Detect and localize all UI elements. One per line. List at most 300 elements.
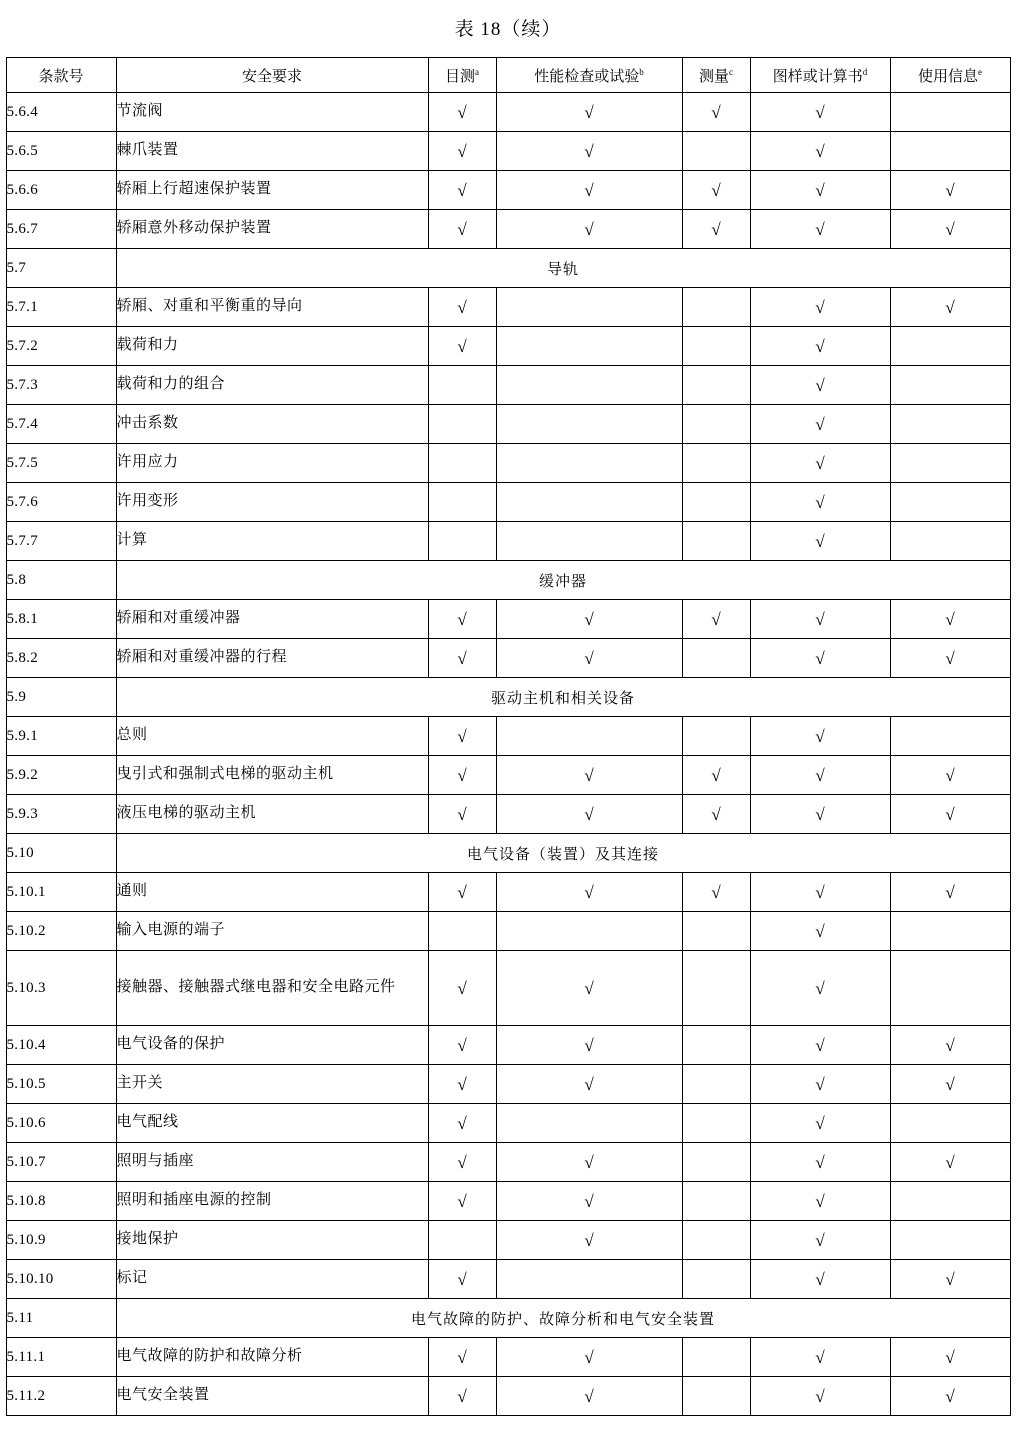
measurement-mark-cell: [682, 795, 750, 834]
usage-info-mark-cell: [890, 1065, 1010, 1104]
section-title-cell: 缓冲器: [116, 561, 1010, 600]
check-icon: √: [457, 102, 467, 122]
drawing-mark-cell: [750, 210, 890, 249]
clause-number-cell: 5.8: [6, 561, 116, 600]
measurement-mark-cell: [682, 1221, 750, 1260]
performance-mark-cell: [496, 210, 682, 249]
table-row: [6, 366, 1010, 405]
table-row: [6, 132, 1010, 171]
clause-number-cell: 5.10.3: [6, 951, 116, 1026]
check-icon: √: [457, 804, 467, 824]
check-icon: √: [584, 219, 594, 239]
section-title-cell: 导轨: [116, 249, 1010, 288]
check-icon: √: [945, 609, 955, 629]
requirement-cell: 棘爪装置: [116, 132, 428, 171]
check-icon: √: [457, 297, 467, 317]
clause-number-cell: 5.8.1: [6, 600, 116, 639]
visual-mark-cell: [428, 1104, 496, 1143]
clause-number-cell: 5.6.6: [6, 171, 116, 210]
drawing-mark-cell: [750, 444, 890, 483]
visual-mark-cell: [428, 1221, 496, 1260]
usage-info-mark-cell: [890, 444, 1010, 483]
check-icon: √: [815, 804, 825, 824]
measurement-mark-cell: [682, 1260, 750, 1299]
visual-mark-cell: [428, 717, 496, 756]
table-row: [6, 93, 1010, 132]
check-icon: √: [815, 648, 825, 668]
drawing-mark-cell: [750, 288, 890, 327]
table-section-row: [6, 834, 1010, 873]
visual-mark-cell: [428, 444, 496, 483]
usage-info-mark-cell: [890, 1026, 1010, 1065]
requirement-cell: 载荷和力: [116, 327, 428, 366]
check-icon: √: [711, 882, 721, 902]
performance-mark-cell: [496, 1143, 682, 1182]
check-icon: √: [457, 1074, 467, 1094]
requirement-cell: 输入电源的端子: [116, 912, 428, 951]
check-icon: √: [584, 978, 594, 998]
check-icon: √: [584, 1152, 594, 1172]
check-icon: √: [945, 648, 955, 668]
table-row: [6, 1182, 1010, 1221]
check-icon: √: [945, 804, 955, 824]
visual-mark-cell: [428, 912, 496, 951]
table-row: [6, 171, 1010, 210]
measurement-mark-cell: [682, 1065, 750, 1104]
table-body: [6, 93, 1010, 1416]
check-icon: √: [945, 219, 955, 239]
performance-mark-cell: [496, 912, 682, 951]
measurement-mark-cell: [682, 132, 750, 171]
check-icon: √: [945, 1152, 955, 1172]
check-icon: √: [945, 1347, 955, 1367]
table-row: [6, 288, 1010, 327]
table-row: [6, 1221, 1010, 1260]
usage-info-mark-cell: [890, 717, 1010, 756]
performance-mark-cell: [496, 756, 682, 795]
table-header-row: [6, 58, 1010, 93]
table-row: [6, 639, 1010, 678]
check-icon: √: [945, 882, 955, 902]
check-icon: √: [584, 1074, 594, 1094]
drawing-mark-cell: [750, 1104, 890, 1143]
check-icon: √: [457, 882, 467, 902]
check-icon: √: [711, 102, 721, 122]
requirement-cell: 冲击系数: [116, 405, 428, 444]
drawing-mark-cell: [750, 1221, 890, 1260]
drawing-mark-cell: [750, 795, 890, 834]
drawing-mark-cell: [750, 717, 890, 756]
check-icon: √: [584, 609, 594, 629]
drawing-mark-cell: [750, 93, 890, 132]
requirement-cell: 接触器、接触器式继电器和安全电路元件: [116, 951, 428, 1026]
measurement-mark-cell: [682, 717, 750, 756]
clause-number-cell: 5.10.6: [6, 1104, 116, 1143]
requirement-cell: 轿厢、对重和平衡重的导向: [116, 288, 428, 327]
drawing-mark-cell: [750, 522, 890, 561]
clause-number-cell: 5.9: [6, 678, 116, 717]
usage-info-mark-cell: [890, 171, 1010, 210]
table-row: [6, 210, 1010, 249]
usage-info-mark-cell: [890, 1260, 1010, 1299]
visual-mark-cell: [428, 483, 496, 522]
visual-mark-cell: [428, 1143, 496, 1182]
check-icon: √: [945, 1035, 955, 1055]
requirement-cell: 载荷和力的组合: [116, 366, 428, 405]
drawing-mark-cell: [750, 1377, 890, 1416]
requirement-cell: 标记: [116, 1260, 428, 1299]
check-icon: √: [815, 1074, 825, 1094]
performance-mark-cell: [496, 639, 682, 678]
visual-mark-cell: [428, 951, 496, 1026]
check-icon: √: [711, 765, 721, 785]
check-icon: √: [945, 1074, 955, 1094]
requirement-cell: 照明与插座: [116, 1143, 428, 1182]
table-row: [6, 1260, 1010, 1299]
check-icon: √: [945, 765, 955, 785]
requirement-cell: 电气安全装置: [116, 1377, 428, 1416]
requirement-cell: 液压电梯的驱动主机: [116, 795, 428, 834]
drawing-mark-cell: [750, 639, 890, 678]
clause-number-cell: 5.7.2: [6, 327, 116, 366]
performance-mark-cell: [496, 600, 682, 639]
drawing-mark-cell: [750, 483, 890, 522]
visual-mark-cell: [428, 210, 496, 249]
visual-mark-cell: [428, 1260, 496, 1299]
clause-number-cell: 5.9.2: [6, 756, 116, 795]
visual-mark-cell: [428, 171, 496, 210]
check-icon: √: [815, 1152, 825, 1172]
check-icon: √: [711, 804, 721, 824]
check-icon: √: [815, 726, 825, 746]
check-icon: √: [584, 1347, 594, 1367]
clause-number-cell: 5.9.1: [6, 717, 116, 756]
check-icon: √: [815, 180, 825, 200]
visual-mark-cell: [428, 93, 496, 132]
drawing-mark-cell: [750, 600, 890, 639]
measurement-mark-cell: [682, 1182, 750, 1221]
check-icon: √: [584, 102, 594, 122]
requirement-cell: 计算: [116, 522, 428, 561]
performance-mark-cell: [496, 132, 682, 171]
check-icon: √: [584, 882, 594, 902]
drawing-mark-cell: [750, 171, 890, 210]
performance-mark-cell: [496, 366, 682, 405]
drawing-mark-cell: [750, 1143, 890, 1182]
check-icon: √: [457, 978, 467, 998]
drawing-mark-cell: [750, 1065, 890, 1104]
performance-mark-cell: [496, 1221, 682, 1260]
clause-number-cell: 5.10.4: [6, 1026, 116, 1065]
check-icon: √: [945, 1269, 955, 1289]
check-icon: √: [584, 1386, 594, 1406]
requirement-cell: 许用应力: [116, 444, 428, 483]
performance-mark-cell: [496, 444, 682, 483]
check-icon: √: [457, 141, 467, 161]
visual-mark-cell: [428, 1182, 496, 1221]
table-row: [6, 327, 1010, 366]
table-header: [6, 58, 1010, 93]
check-icon: √: [711, 180, 721, 200]
usage-info-mark-cell: [890, 1143, 1010, 1182]
measurement-mark-cell: [682, 639, 750, 678]
check-icon: √: [457, 1113, 467, 1133]
check-icon: √: [815, 102, 825, 122]
visual-mark-cell: [428, 288, 496, 327]
requirement-cell: 照明和插座电源的控制: [116, 1182, 428, 1221]
clause-number-cell: 5.10.7: [6, 1143, 116, 1182]
table-section-row: [6, 1299, 1010, 1338]
measurement-mark-cell: [682, 1377, 750, 1416]
visual-mark-cell: [428, 795, 496, 834]
requirement-cell: 电气故障的防护和故障分析: [116, 1338, 428, 1377]
check-icon: √: [457, 1269, 467, 1289]
performance-mark-cell: [496, 873, 682, 912]
check-icon: √: [457, 765, 467, 785]
usage-info-mark-cell: [890, 639, 1010, 678]
check-icon: √: [815, 765, 825, 785]
requirement-cell: 节流阀: [116, 93, 428, 132]
clause-number-cell: 5.6.4: [6, 93, 116, 132]
measurement-mark-cell: [682, 288, 750, 327]
check-icon: √: [457, 1386, 467, 1406]
visual-mark-cell: [428, 1338, 496, 1377]
visual-mark-cell: [428, 522, 496, 561]
column-header-measurement: 测量$^c$: [682, 58, 750, 93]
drawing-mark-cell: [750, 327, 890, 366]
table-row: [6, 522, 1010, 561]
measurement-mark-cell: [682, 951, 750, 1026]
clause-number-cell: 5.11.1: [6, 1338, 116, 1377]
usage-info-mark-cell: [890, 522, 1010, 561]
check-icon: √: [815, 375, 825, 395]
usage-info-mark-cell: [890, 132, 1010, 171]
drawing-mark-cell: [750, 1338, 890, 1377]
clause-number-cell: 5.11: [6, 1299, 116, 1338]
drawing-mark-cell: [750, 1026, 890, 1065]
measurement-mark-cell: [682, 93, 750, 132]
check-icon: √: [711, 219, 721, 239]
requirement-cell: 轿厢和对重缓冲器的行程: [116, 639, 428, 678]
clause-number-cell: 5.10.8: [6, 1182, 116, 1221]
performance-mark-cell: [496, 1026, 682, 1065]
check-icon: √: [584, 1191, 594, 1211]
clause-number-cell: 5.7.4: [6, 405, 116, 444]
measurement-mark-cell: [682, 912, 750, 951]
measurement-mark-cell: [682, 756, 750, 795]
usage-info-mark-cell: [890, 288, 1010, 327]
clause-number-cell: 5.6.5: [6, 132, 116, 171]
performance-mark-cell: [496, 795, 682, 834]
check-icon: √: [457, 336, 467, 356]
column-header-drawing: 图样或计算书$^d$: [750, 58, 890, 93]
performance-mark-cell: [496, 1377, 682, 1416]
clause-number-cell: 5.8.2: [6, 639, 116, 678]
performance-mark-cell: [496, 522, 682, 561]
clause-number-cell: 5.10.2: [6, 912, 116, 951]
clause-number-cell: 5.10.1: [6, 873, 116, 912]
measurement-mark-cell: [682, 483, 750, 522]
performance-mark-cell: [496, 1260, 682, 1299]
table-row: [6, 1104, 1010, 1143]
usage-info-mark-cell: [890, 756, 1010, 795]
check-icon: √: [815, 1230, 825, 1250]
visual-mark-cell: [428, 1026, 496, 1065]
clause-number-cell: 5.7.1: [6, 288, 116, 327]
usage-info-mark-cell: [890, 405, 1010, 444]
usage-info-mark-cell: [890, 1182, 1010, 1221]
check-icon: √: [457, 726, 467, 746]
clause-number-cell: 5.7.5: [6, 444, 116, 483]
page-title: 表 18（续）: [454, 19, 562, 40]
usage-info-mark-cell: [890, 1338, 1010, 1377]
clause-number-cell: 5.10: [6, 834, 116, 873]
usage-info-mark-cell: [890, 600, 1010, 639]
measurement-mark-cell: [682, 1104, 750, 1143]
usage-info-mark-cell: [890, 327, 1010, 366]
performance-mark-cell: [496, 1182, 682, 1221]
measurement-mark-cell: [682, 366, 750, 405]
check-icon: √: [815, 531, 825, 551]
section-title-cell: 电气设备（装置）及其连接: [116, 834, 1010, 873]
table-row: [6, 873, 1010, 912]
usage-info-mark-cell: [890, 873, 1010, 912]
visual-mark-cell: [428, 1377, 496, 1416]
drawing-mark-cell: [750, 756, 890, 795]
requirement-cell: 电气设备的保护: [116, 1026, 428, 1065]
measurement-mark-cell: [682, 405, 750, 444]
performance-mark-cell: [496, 1065, 682, 1104]
check-icon: √: [584, 141, 594, 161]
visual-mark-cell: [428, 639, 496, 678]
section-title-cell: 电气故障的防护、故障分析和电气安全装置: [116, 1299, 1010, 1338]
table-row: [6, 405, 1010, 444]
usage-info-mark-cell: [890, 1104, 1010, 1143]
requirement-cell: 电气配线: [116, 1104, 428, 1143]
check-icon: √: [457, 1152, 467, 1172]
clause-number-cell: 5.6.7: [6, 210, 116, 249]
visual-mark-cell: [428, 405, 496, 444]
measurement-mark-cell: [682, 1143, 750, 1182]
check-icon: √: [457, 1035, 467, 1055]
table-section-row: [6, 249, 1010, 288]
check-icon: √: [815, 453, 825, 473]
drawing-mark-cell: [750, 405, 890, 444]
check-icon: √: [945, 1386, 955, 1406]
requirement-cell: 轿厢和对重缓冲器: [116, 600, 428, 639]
check-icon: √: [815, 1386, 825, 1406]
table-row: [6, 912, 1010, 951]
column-header-usage-info: 使用信息$^e$: [890, 58, 1010, 93]
clause-number-cell: 5.10.5: [6, 1065, 116, 1104]
performance-mark-cell: [496, 405, 682, 444]
usage-info-mark-cell: [890, 795, 1010, 834]
measurement-mark-cell: [682, 171, 750, 210]
check-icon: √: [584, 804, 594, 824]
clause-number-cell: 5.7.3: [6, 366, 116, 405]
check-icon: √: [711, 609, 721, 629]
table-row: [6, 1026, 1010, 1065]
check-icon: √: [457, 1191, 467, 1211]
visual-mark-cell: [428, 1065, 496, 1104]
visual-mark-cell: [428, 132, 496, 171]
requirement-cell: 轿厢上行超速保护装置: [116, 171, 428, 210]
check-icon: √: [457, 219, 467, 239]
column-header-visual: 目测$^a$: [428, 58, 496, 93]
check-icon: √: [815, 1035, 825, 1055]
check-icon: √: [945, 297, 955, 317]
requirement-cell: 轿厢意外移动保护装置: [116, 210, 428, 249]
check-icon: √: [584, 1230, 594, 1250]
performance-mark-cell: [496, 171, 682, 210]
drawing-mark-cell: [750, 132, 890, 171]
table-section-row: [6, 561, 1010, 600]
check-icon: √: [815, 492, 825, 512]
check-icon: √: [815, 1113, 825, 1133]
check-icon: √: [815, 921, 825, 941]
performance-mark-cell: [496, 288, 682, 327]
visual-mark-cell: [428, 366, 496, 405]
check-icon: √: [584, 765, 594, 785]
measurement-mark-cell: [682, 444, 750, 483]
check-icon: √: [815, 414, 825, 434]
performance-mark-cell: [496, 327, 682, 366]
table-row: [6, 756, 1010, 795]
check-icon: √: [815, 336, 825, 356]
drawing-mark-cell: [750, 912, 890, 951]
measurement-mark-cell: [682, 1338, 750, 1377]
usage-info-mark-cell: [890, 951, 1010, 1026]
section-title-cell: 驱动主机和相关设备: [116, 678, 1010, 717]
column-header-requirement: 安全要求: [116, 58, 428, 93]
performance-mark-cell: [496, 483, 682, 522]
clause-number-cell: 5.11.2: [6, 1377, 116, 1416]
measurement-mark-cell: [682, 327, 750, 366]
check-icon: √: [815, 1269, 825, 1289]
table-row: [6, 444, 1010, 483]
check-icon: √: [815, 1347, 825, 1367]
check-icon: √: [584, 180, 594, 200]
clause-number-cell: 5.7.7: [6, 522, 116, 561]
check-icon: √: [815, 141, 825, 161]
check-icon: √: [815, 978, 825, 998]
drawing-mark-cell: [750, 1260, 890, 1299]
table-row: [6, 795, 1010, 834]
clause-number-cell: 5.7.6: [6, 483, 116, 522]
usage-info-mark-cell: [890, 366, 1010, 405]
table-row: [6, 1338, 1010, 1377]
measurement-mark-cell: [682, 600, 750, 639]
performance-mark-cell: [496, 1104, 682, 1143]
clause-number-cell: 5.9.3: [6, 795, 116, 834]
column-header-clause: 条款号: [6, 58, 116, 93]
column-header-performance: 性能检查或试验$^b$: [496, 58, 682, 93]
visual-mark-cell: [428, 873, 496, 912]
requirement-cell: 主开关: [116, 1065, 428, 1104]
check-icon: √: [815, 297, 825, 317]
requirement-cell: 接地保护: [116, 1221, 428, 1260]
table-row: [6, 1377, 1010, 1416]
check-icon: √: [815, 609, 825, 629]
check-icon: √: [584, 1035, 594, 1055]
table-row: [6, 1143, 1010, 1182]
usage-info-mark-cell: [890, 483, 1010, 522]
usage-info-mark-cell: [890, 93, 1010, 132]
usage-info-mark-cell: [890, 210, 1010, 249]
measurement-mark-cell: [682, 210, 750, 249]
drawing-mark-cell: [750, 366, 890, 405]
table-section-row: [6, 678, 1010, 717]
